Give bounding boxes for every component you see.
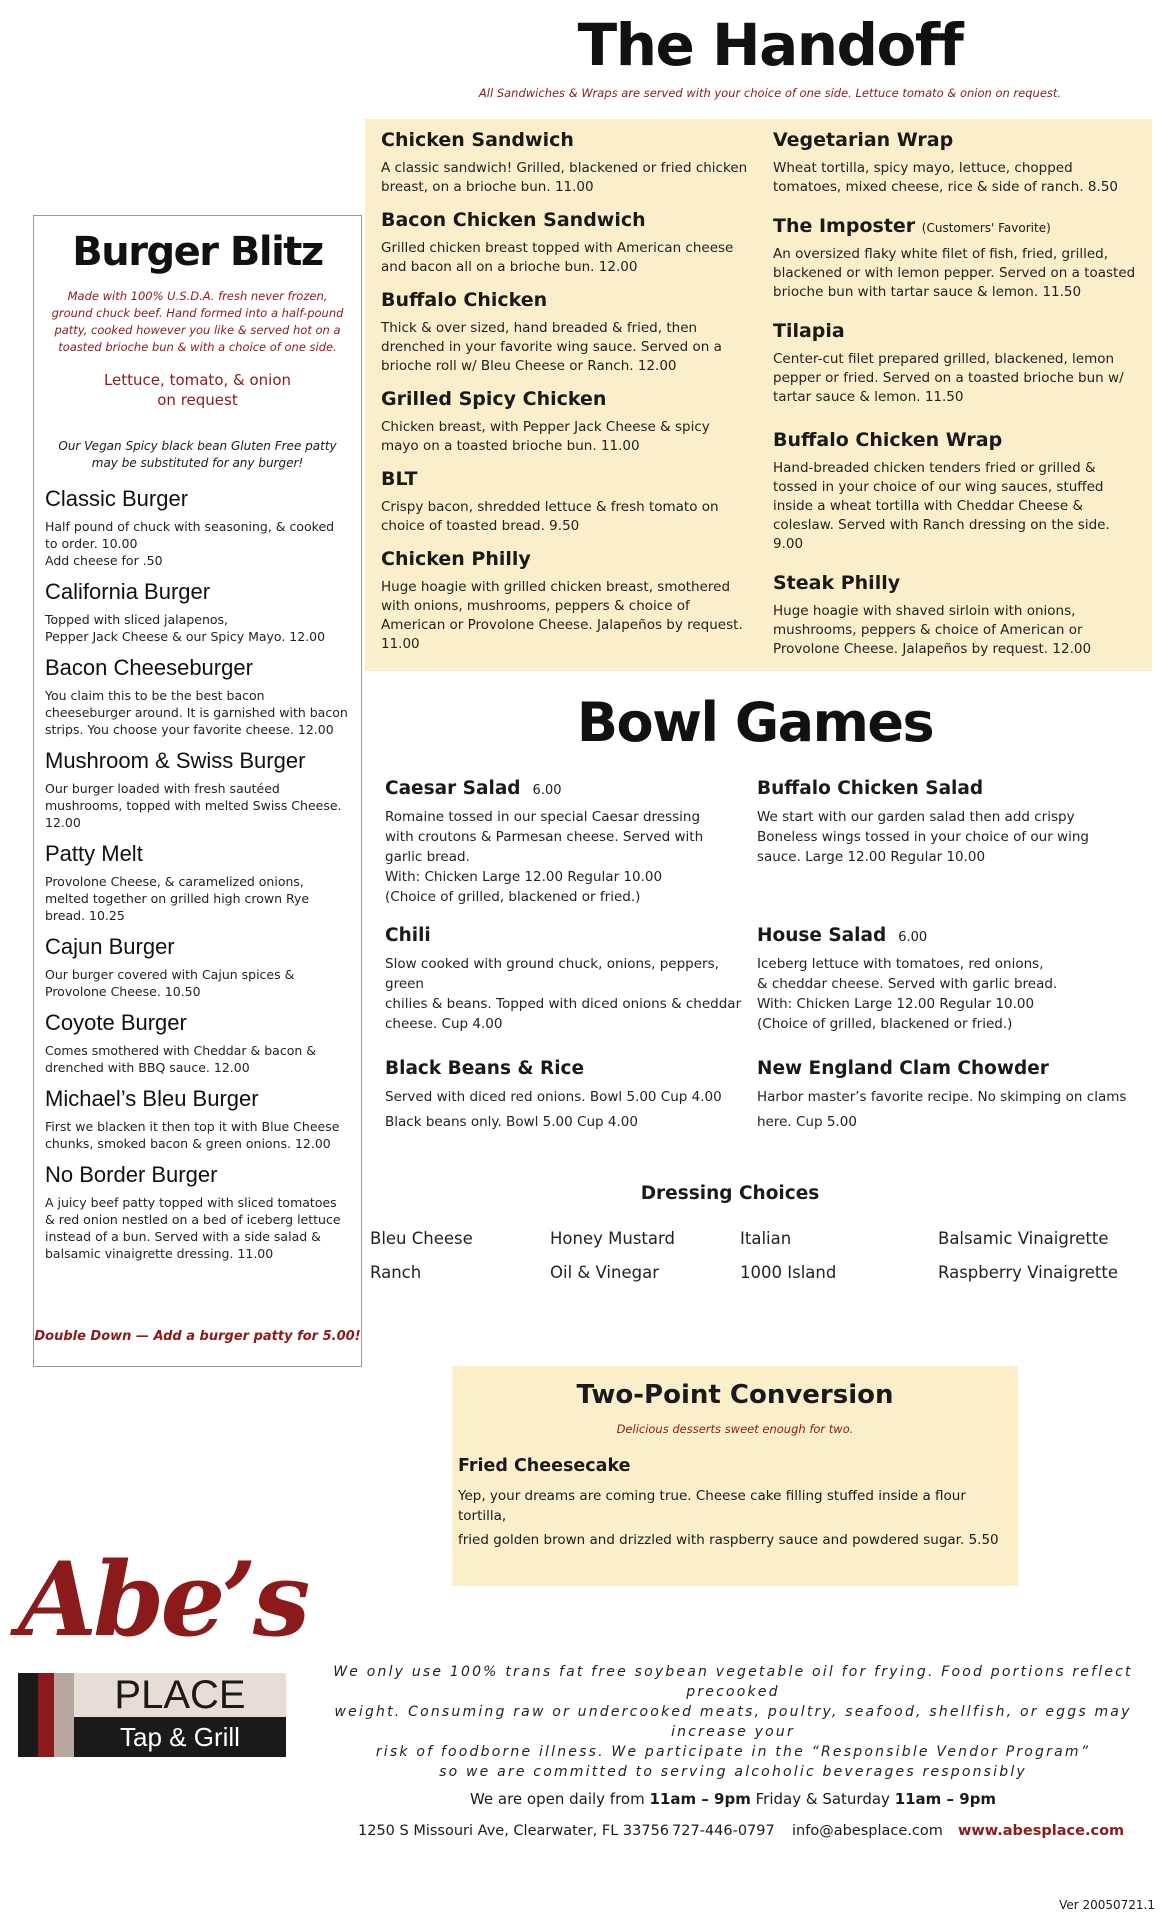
desc-line: (Choice of grilled, blackened or fried.) <box>757 1016 1013 1032</box>
handoff-section <box>365 119 1152 671</box>
dessert-title: Two-Point Conversion <box>576 1380 894 1410</box>
address: 1250 S Missouri Ave, Clearwater, FL 33756 <box>358 1823 670 1839</box>
menu-item <box>381 289 751 376</box>
menu-item <box>381 548 751 654</box>
dressing-option: Ranch <box>370 1263 422 1282</box>
black-beans-rice <box>385 1058 755 1132</box>
burger-name: California Burger <box>45 579 211 604</box>
clam-chowder <box>757 1058 1137 1132</box>
dessert-desc-2: fried golden brown and drizzled with raspberry sauce and powdered sugar. 5.50 <box>458 1532 999 1548</box>
burger-item <box>45 1086 349 1152</box>
item-name: Grilled Spicy Chicken <box>381 388 607 410</box>
handoff-subtitle: All Sandwiches & Wraps are served with your choice of one side. Lettuce tomato & onion on request. <box>478 86 1062 100</box>
health-notice <box>308 1662 1158 1782</box>
hours-mid: Friday & Saturday <box>750 1790 895 1808</box>
item-desc: Crispy bacon, shredded lettuce & fresh tomato on choice of toasted bread. 9.50 <box>381 499 719 534</box>
burger-desc: Topped with sliced jalapenos, <box>45 612 228 627</box>
desc-line: chilies & beans. Topped with diced onions & cheddar <box>385 996 742 1012</box>
item-name: Chicken Sandwich <box>381 129 574 151</box>
desc-line: Served with diced red onions. Bowl 5.00 Cup 4.00 <box>385 1089 722 1105</box>
desc-line: Iceberg lettuce with tomatoes, red onions, <box>757 956 1044 972</box>
hours-prefix: We are open daily from <box>469 1790 650 1808</box>
menu-item <box>381 129 751 197</box>
desc-line: Romaine tossed in our special Caesar dressing <box>385 809 701 825</box>
item-desc: Hand-breaded chicken tenders fried or grilled & tossed in your choice of our wing sauces, stuffed inside a wheat tortilla with Cheddar Cheese & coleslaw. Served with Ranch dressing on the side. 9.00 <box>773 460 1110 552</box>
menu-item <box>773 572 1141 659</box>
item-name: Buffalo Chicken Salad <box>757 778 984 799</box>
menu-item <box>381 388 751 456</box>
burger-item <box>45 1010 349 1076</box>
item-name: BLT <box>381 468 418 490</box>
burger-extra: Add cheese for .50 <box>45 553 163 568</box>
item-desc: Huge hoagie with shaved sirloin with onions, mushrooms, peppers & choice of American or Provolone Cheese. Jalapeños by request. 12.00 <box>773 603 1092 657</box>
dessert-desc-1: Yep, your dreams are coming true. Cheese cake filling stuffed inside a flour tortilla, <box>458 1488 966 1524</box>
item-desc: A classic sandwich! Grilled, blackened or fried chicken breast, on a brioche bun. 11.00 <box>381 160 748 195</box>
item-desc: Thick & over sized, hand breaded & fried, then drenched in your favorite wing sauce. Served on a brioche roll w/ Bleu Cheese or Ranch. 12.00 <box>381 320 722 374</box>
desc-line: sauce. Large 12.00 Regular 10.00 <box>757 849 986 865</box>
dessert-subtitle: Delicious desserts sweet enough for two. <box>616 1422 854 1436</box>
item-name: Caesar Salad 6.00 <box>385 778 562 799</box>
desc-line: We start with our garden salad then add crispy <box>757 809 1075 825</box>
burger-title: Burger Blitz <box>72 229 323 275</box>
item-desc: Grilled chicken breast topped with American cheese and bacon all on a brioche bun. 12.00 <box>381 240 734 275</box>
handoff-right-column <box>773 129 1141 671</box>
burger-name: Michael’s Bleu Burger <box>45 1086 259 1111</box>
desc-line: here. Cup 5.00 <box>757 1114 857 1130</box>
website-link[interactable]: www.abesplace.com <box>958 1823 1125 1839</box>
dressing-option: Honey Mustard <box>550 1229 675 1248</box>
notice-line: risk of foodborne illness. We participate in the “Responsible Vendor Program” <box>375 1744 1091 1760</box>
desc-line: cheese. Cup 4.00 <box>385 1016 503 1032</box>
burger-item <box>45 486 349 569</box>
burger-desc: You claim this to be the best bacon cheeseburger around. It is garnished with bacon strips. You choose your favorite cheese. 12.00 <box>45 688 348 737</box>
menu-item <box>381 209 751 277</box>
favorite-note: (Customers' Favorite) <box>921 221 1051 235</box>
logo-script: Abe’s <box>18 1540 307 1660</box>
desc-line: Boneless wings tossed in your choice of our wing <box>757 829 1089 845</box>
burger-item <box>45 748 349 831</box>
dressing-option: Balsamic Vinaigrette <box>938 1229 1109 1248</box>
menu-item <box>381 468 751 536</box>
vegan-note: Our Vegan Spicy black bean Gluten Free patty may be substituted for any burger! <box>58 439 337 470</box>
burger-name: Coyote Burger <box>45 1010 187 1035</box>
item-price: 6.00 <box>898 930 928 945</box>
lettuce-note <box>34 370 361 410</box>
desc-line: & cheddar cheese. Served with garlic bread. <box>757 976 1058 992</box>
logo-tagline: Tap & Grill <box>120 1722 240 1752</box>
dressing-option: 1000 Island <box>740 1263 837 1282</box>
opening-hours <box>308 1790 1158 1808</box>
hours-daily: 11am – 9pm <box>649 1790 751 1808</box>
menu-item <box>773 129 1141 197</box>
desc-line: Harbor master’s favorite recipe. No skimping on clams <box>757 1089 1127 1105</box>
burger-name: No Border Burger <box>45 1162 218 1187</box>
item-name: Tilapia <box>773 320 845 342</box>
item-name: Steak Philly <box>773 572 901 594</box>
burger-item <box>45 1162 349 1262</box>
item-name: Black Beans & Rice <box>385 1058 585 1079</box>
dressing-option: Bleu Cheese <box>370 1229 473 1248</box>
desc-line: with croutons & Parmesan cheese. Served with <box>385 829 704 845</box>
burger-desc: Half pound of chuck with seasoning, & cooked to order. 10.00 <box>45 519 335 551</box>
menu-item <box>773 320 1141 407</box>
dressing-option: Raspberry Vinaigrette <box>938 1263 1118 1282</box>
hours-weekend: 11am – 9pm <box>894 1790 997 1808</box>
item-name: Chicken Philly <box>381 548 531 570</box>
item-name: The Imposter (Customers' Favorite) <box>773 215 1051 237</box>
burger-desc: Our burger loaded with fresh sautéed mushrooms, topped with melted Swiss Cheese. 12.00 <box>45 781 342 830</box>
dressing-option: Italian <box>740 1229 792 1248</box>
logo-stripe-red <box>38 1673 54 1757</box>
dessert-name: Fried Cheesecake <box>458 1456 631 1476</box>
item-desc: Center-cut filet prepared grilled, blackened, lemon pepper or fried. Served on a toasted brioche bun w/ tartar sauce & lemon. 11.50 <box>773 351 1124 405</box>
item-desc: Chicken breast, with Pepper Jack Cheese & spicy mayo on a toasted brioche bun. 11.00 <box>381 419 710 454</box>
menu-item <box>773 429 1141 554</box>
burger-desc: First we blacken it then top it with Blue Cheese chunks, smoked bacon & green onions. 12.00 <box>45 1119 340 1151</box>
desc-line: garlic bread. <box>385 849 470 865</box>
burger-name: Cajun Burger <box>45 934 175 959</box>
desc-line: With: Chicken Large 12.00 Regular 10.00 <box>757 996 1035 1012</box>
notice-line: weight. Consuming raw or undercooked meats, poultry, seafood, shellfish, or eggs may increase your <box>334 1704 1132 1740</box>
notice-line: so we are committed to serving alcoholic beverages responsibly <box>439 1764 1027 1780</box>
desc-line: Black beans only. Bowl 5.00 Cup 4.00 <box>385 1114 638 1130</box>
burger-section <box>33 215 362 1367</box>
logo-stripe-black <box>18 1673 38 1757</box>
email[interactable]: info@abesplace.com <box>792 1823 943 1839</box>
logo-stripe-gray <box>54 1673 74 1757</box>
burger-desc: Comes smothered with Cheddar & bacon & drenched with BBQ sauce. 12.00 <box>45 1043 316 1075</box>
lettuce-line-2: on request <box>157 391 238 409</box>
item-name: Vegetarian Wrap <box>773 129 954 151</box>
handoff-left-column <box>381 129 751 666</box>
item-name: Bacon Chicken Sandwich <box>381 209 646 231</box>
item-name: Buffalo Chicken Wrap <box>773 429 1003 451</box>
menu-item <box>773 215 1141 302</box>
item-desc: Huge hoagie with grilled chicken breast, smothered with onions, mushrooms, peppers & choice of American or Provolone Cheese. Jalapeños by request. 11.00 <box>381 579 743 652</box>
handoff-title: The Handoff <box>577 11 963 79</box>
item-desc: An oversized flaky white filet of fish, fried, grilled, blackened or with lemon pepper. Served on a toasted brioche bun with tartar sauce & lemon. 11.50 <box>773 246 1136 300</box>
chili <box>385 925 755 1034</box>
dressing-title: Dressing Choices <box>640 1183 820 1204</box>
burger-item <box>45 655 349 738</box>
dessert-section <box>452 1366 1018 1586</box>
desc-line: (Choice of grilled, blackened or fried.) <box>385 889 641 905</box>
item-desc: Wheat tortilla, spicy mayo, lettuce, chopped tomatoes, mixed cheese, rice & side of ranch. 8.50 <box>773 160 1118 195</box>
item-price: 6.00 <box>532 783 562 798</box>
burger-name: Mushroom & Swiss Burger <box>45 748 306 773</box>
buffalo-chicken-salad <box>757 778 1137 867</box>
caesar-salad <box>385 778 745 907</box>
burger-extra: Pepper Jack Cheese & our Spicy Mayo. 12.00 <box>45 629 326 644</box>
burger-intro: Made with 100% U.S.D.A. fresh never frozen, ground chuck beef. Hand formed into a half-pound patty, cooked however you like & served hot on a toasted brioche bun & with a choice of one side. <box>51 289 344 354</box>
burger-name: Classic Burger <box>45 486 189 511</box>
burger-desc: Provolone Cheese, & caramelized onions, melted together on grilled high crown Rye bread. 10.25 <box>45 874 310 923</box>
item-name: Chili <box>385 925 431 946</box>
item-name: House Salad 6.00 <box>757 925 928 946</box>
lettuce-line-1: Lettuce, tomato, & onion <box>103 371 292 389</box>
bowl-title: Bowl Games <box>576 691 934 754</box>
desc-line: With: Chicken Large 12.00 Regular 10.00 <box>385 869 663 885</box>
burger-item <box>45 841 349 924</box>
item-name: Buffalo Chicken <box>381 289 548 311</box>
version-label: Ver 20050721.1 <box>1059 1898 1155 1912</box>
notice-line: We only use 100% trans fat free soybean vegetable oil for frying. Food portions reflect precooked <box>333 1664 1133 1700</box>
burger-name: Patty Melt <box>45 841 143 866</box>
burger-desc: A juicy beef patty topped with sliced tomatoes & red onion nestled on a bed of iceberg lettuce instead of a bun. Served with a side salad & balsamic vinaigrette dressing. 11.00 <box>45 1195 341 1261</box>
abes-place-logo <box>18 1540 307 1757</box>
phone: 727-446-0797 <box>672 1823 775 1839</box>
house-salad <box>757 925 1137 1034</box>
burger-item <box>45 934 349 1000</box>
burger-desc: Our burger covered with Cajun spices & Provolone Cheese. 10.50 <box>45 967 295 999</box>
logo-place: PLACE <box>114 1673 246 1717</box>
burger-item <box>45 579 349 645</box>
dressing-option: Oil & Vinegar <box>550 1263 659 1282</box>
double-down-note: Double Down — Add a burger patty for 5.00! <box>34 1329 361 1344</box>
item-name: New England Clam Chowder <box>757 1058 1049 1079</box>
burger-name: Bacon Cheeseburger <box>45 655 253 680</box>
desc-line: Slow cooked with ground chuck, onions, peppers, green <box>385 956 719 992</box>
burger-list <box>45 486 349 1262</box>
